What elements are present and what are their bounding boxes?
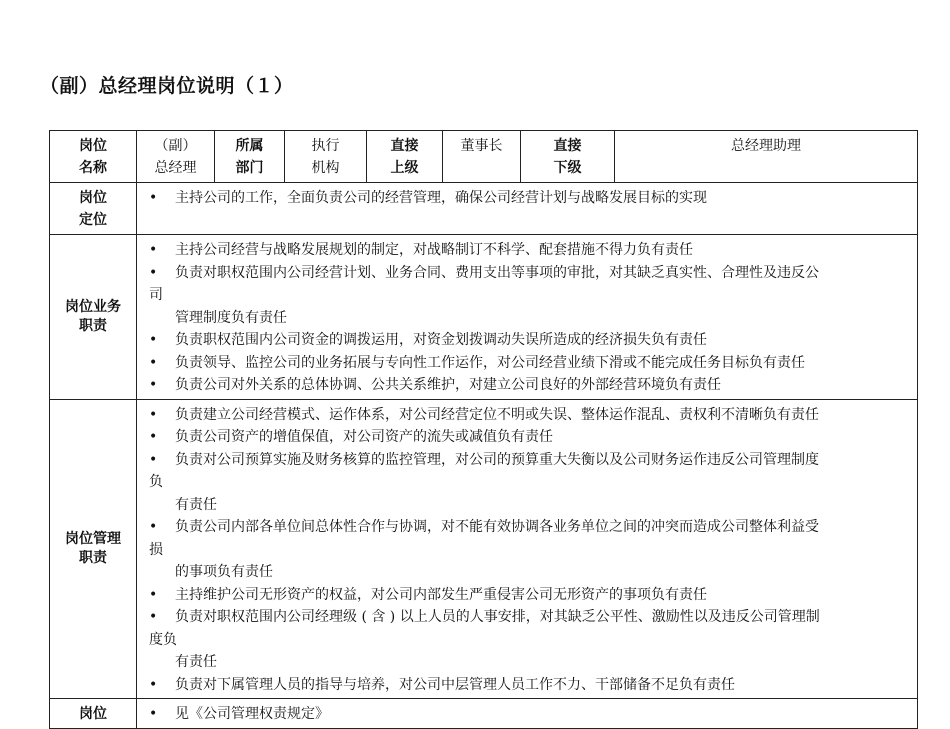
duty-item: • 负责对下属管理人员的指导与培养，对公司中层管理人员工作不力、干部储备不足负有责任 — [149, 674, 907, 697]
row-label-text: 职责 — [79, 549, 107, 566]
header-label-position-name: 岗位 名称 — [50, 131, 137, 183]
duty-item: • 负责对职权范围内公司经理级 ( 含 ) 以上人员的人事安排，对其缺乏公平性、激励性以及违反公司管理制 — [149, 606, 907, 629]
bullet-icon: • — [149, 676, 158, 693]
row-authority — [50, 699, 918, 729]
row-business-duties — [50, 235, 918, 400]
row-label — [50, 399, 137, 699]
header-value-position-name: （副） 总经理 — [137, 131, 215, 183]
duty-item: • 负责公司资产的增值保值，对公司资产的流失或减值负有责任 — [149, 426, 907, 449]
job-description-table — [49, 130, 918, 729]
bullet-icon: • — [149, 586, 158, 603]
duty-item: • 负责建立公司经营模式、运作体系，对公司经营定位不明或失误、整体运作混乱、责权利不清晰负有责任 — [149, 404, 907, 427]
bullet-icon: • — [149, 242, 158, 258]
duty-item: • 主持公司的工作，全面负责公司的经营管理，确保公司经营计划与战略发展目标的实现 — [149, 187, 907, 210]
row-label — [50, 183, 137, 235]
duty-item-continuation: 的事项负有责任 — [175, 564, 273, 580]
row-label — [50, 699, 137, 729]
duty-item-wrap: 度负 — [149, 631, 177, 648]
header-label-superior: 直接 上级 — [367, 131, 443, 183]
bullet-icon: • — [149, 451, 158, 468]
duty-item: • 主持维护公司无形资产的权益，对公司内部发生严重侵害公司无形资产的事项负有责任 — [149, 584, 907, 607]
header-value-superior: 董事长 — [443, 131, 521, 183]
row-content — [137, 235, 918, 400]
duty-item: • 负责对公司预算实施及财务核算的监控管理，对公司的预算重大失衡以及公司财务运作违反公司管理制度 — [149, 449, 907, 472]
bullet-icon: • — [149, 519, 158, 535]
bullet-icon: • — [149, 609, 158, 625]
header-value-subordinate: 总经理助理 — [615, 131, 918, 183]
header-label-subordinate: 直接 下级 — [521, 131, 615, 183]
duty-item-continuation: 有责任 — [175, 496, 217, 513]
bullet-icon: • — [149, 354, 158, 371]
header-value-department: 执行 机构 — [285, 131, 367, 183]
page-title: （副）总经理岗位说明（１） — [40, 75, 294, 97]
row-label-text: 岗位 — [79, 706, 107, 722]
duty-item-continuation: 管理制度负有责任 — [175, 309, 287, 326]
bullet-icon: • — [149, 190, 158, 206]
row-management-duties — [50, 399, 918, 699]
row-label-text: 岗位 — [79, 190, 107, 206]
row-content — [137, 399, 918, 699]
bullet-icon: • — [149, 377, 158, 393]
bullet-icon: • — [149, 429, 158, 445]
duty-item-wrap: 负 — [149, 474, 163, 490]
duty-item: • 负责职权范围内公司资金的调拨运用，对资金划拨调动失误所造成的经济损失负有责任 — [149, 329, 907, 352]
duty-item: • 负责公司对外关系的总体协调、公共关系维护，对建立公司良好的外部经营环境负有责任 — [149, 374, 907, 397]
header-label-department: 所属 部门 — [215, 131, 285, 183]
row-label-text: 职责 — [79, 317, 107, 334]
header-row — [50, 131, 918, 183]
bullet-icon: • — [149, 264, 158, 281]
duty-item: • 负责对职权范围内公司经营计划、业务合同、费用支出等事项的审批，对其缺乏真实性、合理性及违反公 — [149, 262, 907, 285]
duty-item: • 负责领导、监控公司的业务拓展与专向性工作运作，对公司经营业绩下滑或不能完成任务目标负有责任 — [149, 352, 907, 375]
row-label-text: 定位 — [79, 212, 107, 228]
duty-item-wrap: 司 — [149, 287, 163, 303]
duty-item: • 负责公司内部各单位间总体性合作与协调，对不能有效协调各业务单位之间的冲突而造成公司整体利益受 — [149, 516, 907, 539]
row-label-text: 岗位业务 — [65, 298, 121, 315]
bullet-icon: • — [149, 332, 158, 348]
row-position-role — [50, 183, 918, 235]
row-content — [137, 183, 918, 235]
duty-item-continuation: 有责任 — [175, 654, 217, 670]
row-label — [50, 235, 137, 400]
table-body — [50, 183, 918, 729]
row-label-text: 岗位管理 — [65, 530, 121, 547]
row-content — [137, 699, 918, 729]
bullet-icon: • — [149, 406, 158, 423]
duty-item: • 见《公司管理权责规定》 — [149, 703, 907, 726]
duty-item-wrap: 损 — [149, 541, 163, 558]
duty-item: • 主持公司经营与战略发展规划的制定，对战略制订不科学、配套措施不得力负有责任 — [149, 239, 907, 262]
bullet-icon: • — [149, 706, 158, 722]
